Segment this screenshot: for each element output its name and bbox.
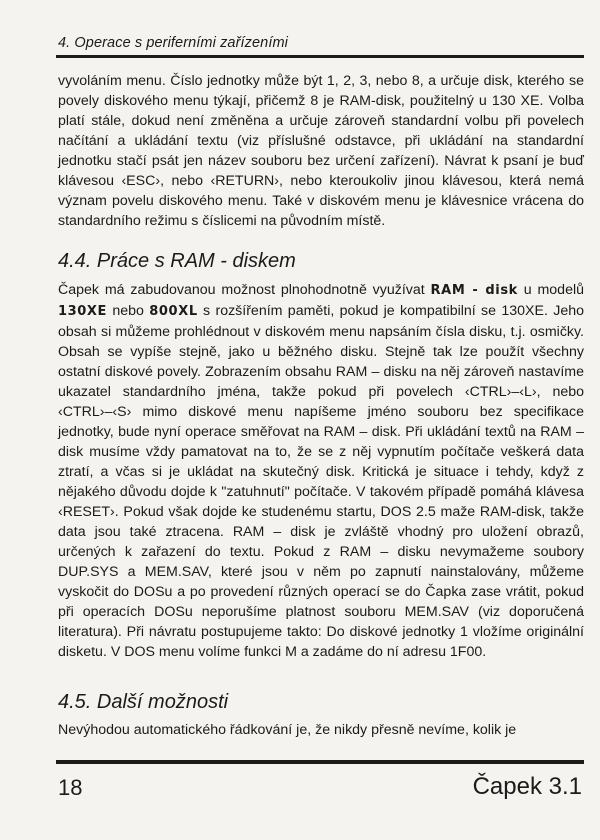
section-heading-ram-disk: 4.4. Práce s RAM - diskem [58,250,296,272]
header-rule [56,55,584,58]
ram-disk-text-b: u modelů [517,282,584,298]
footer-rule [56,760,584,764]
keyword-130xe: 130XE [58,304,108,319]
footer-brand: Čapek 3.1 [472,773,582,800]
keyword-ram-disk: RAM - disk [430,283,518,298]
other-options-paragraph: Nevýhodou automatického řádkování je, že nikdy přesně nevíme, kolik je [58,722,517,738]
ram-disk-text-d: s rozšířením paměti, pokud je kompatibilní se 130XE. Jeho obsah si můžeme prohlédnout v diskovém menu napsáním čísla disku, t.j. osmičky. Obsah se vypíše stejně, jako u běžného disku. Stejně tak lze použít všechny ostatní diskové povely. Zobrazením obsahu RAM – disku na něj zároveň nastavíme ukazatel standardního jména, takže pokud při povelech ‹CTRL›–‹L›, nebo ‹CTRL›–‹S› mimo diskové menu napíšeme jméno souboru bez specifikace jednotky, bude nyní operace směřovat na RAM – disk. Při ukládání textů na RAM – disk musíme vždy pamatovat na to, že se z něj vypnutím počítače veškerá data ztratí, a včas si je ukládat na skutečný disk. Kritická je situace i tehdy, když z nějakého důvodu dojde k "zatuhnutí" počítače. V takovém případě pomáhá klávesa ‹RESET›. Pokud však dojde ke studenému startu, DOS 2.5 maže RAM-disk, takže data jsou také ztracena. RAM – disk je zvláště vhodný pro uložení obrazů, určených k zařazení do textu. Pokud z RAM – disku nevymažeme soubory DUP.SYS a MEM.SAV, které jsou v něm po zapnutí nainstalovány, můžeme vyskočit do DOSu a po provedení různých operací se do Čapka zase vrátit, pokud při operacích DOSu neporušíme platnost souboru MEM.SAV (viz doporučená literatura). Při návratu postupujeme takto: Do diskové jednotky 1 vložíme originální disketu. V DOS menu volíme funkci M a zadáme do ní adresu 1F00. [58,303,584,660]
section-heading-other-options: 4.5. Další možnosti [58,691,229,713]
running-header: 4. Operace s periferními zařízeními [58,35,288,51]
page-number: 18 [58,775,83,800]
keyword-800xl: 800XL [149,304,198,319]
ram-disk-paragraph [58,280,584,662]
ram-disk-text-c: nebo [107,303,150,319]
ram-disk-text-a: Čapek má zabudovanou možnost plnohodnotně využívat [58,282,431,298]
intro-paragraph: vyvoláním menu. Číslo jednotky může být 1, 2, 3, nebo 8, a určuje disk, kterého se povely diskového menu týkají, přičemž 8 je RAM-disk, použitelný u 130 XE. Volba platí stále, dokud není změněna a určuje zároveň standardní volbu při povelech načítání a ukládání textu (viz příslušné odstavce, při ukládání na standardní jednotku stačí psát jen název souboru bez určení zařízení). Návrat k psaní je buď klávesou ‹ESC›, nebo ‹RETURN›, nebo kteroukoliv jinou klávesou, která nemá význam povelu diskového menu. Také v diskovém menu je klávesnice vrácena do standardního režimu s číslicemi na původním místě. [58,73,584,229]
